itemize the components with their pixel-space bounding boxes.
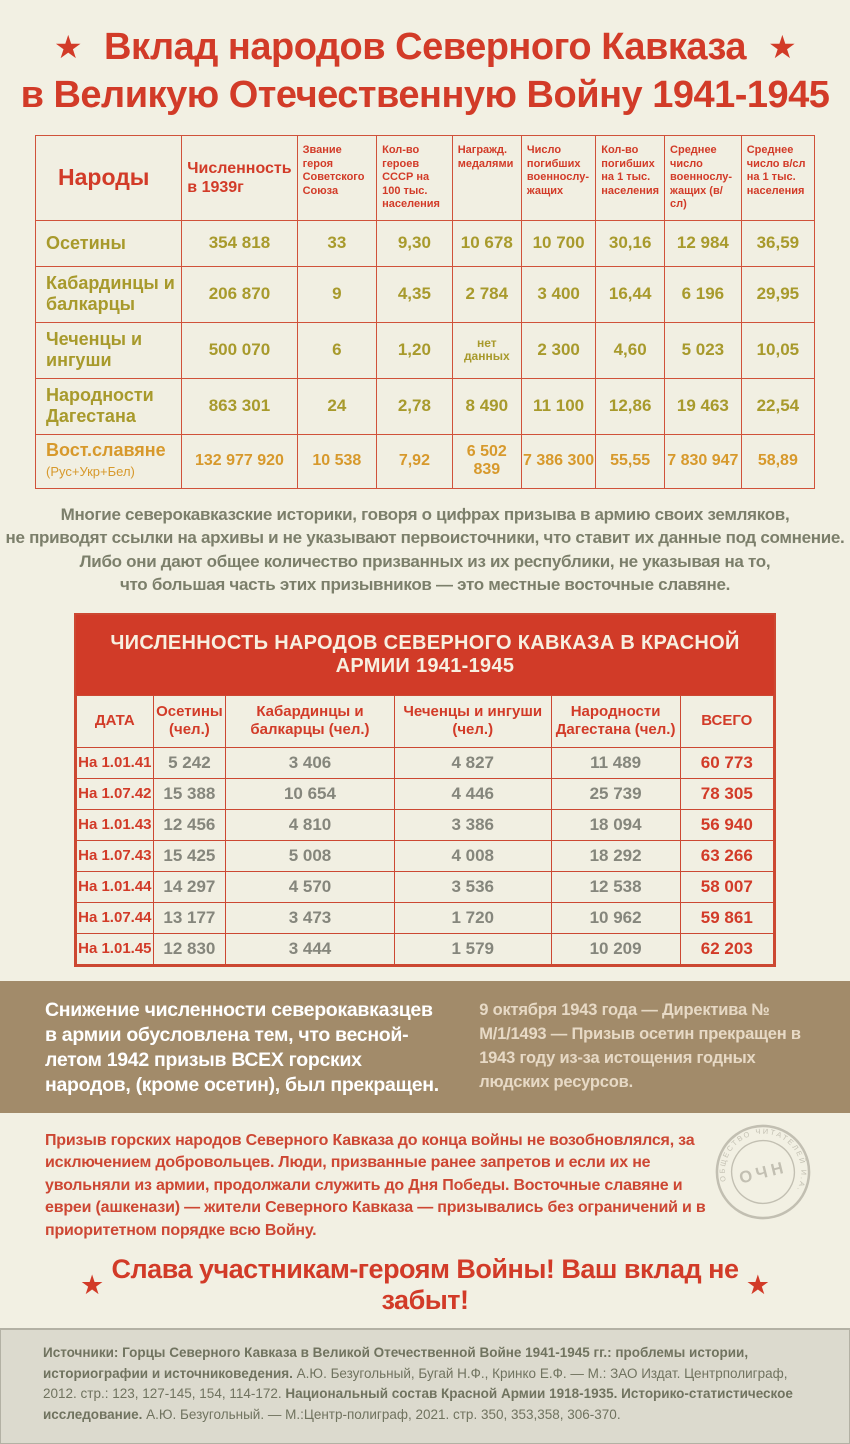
conscription-note-text: Призыв горских народов Северного Кавказа до конца войны не возобновлялся, за исключением добровольцев. Люди, призванные ранее запретов и если их не увольняли из армии, продолжали служить до Дня Победы. Восточные славяне и евреи (ашкенази) — жители Северного Кавказа — призывались без ограничений и в приоритетном порядке всю Войну. <box>45 1131 706 1239</box>
value-cell: 22,54 <box>741 378 814 434</box>
value-cell: 12 830 <box>153 933 225 964</box>
table-row <box>36 322 815 378</box>
red-army-table-header <box>77 695 774 747</box>
column-header: ДАТА <box>77 695 154 747</box>
value-cell: 1,20 <box>377 322 453 378</box>
value-cell: 863 301 <box>182 378 297 434</box>
stamp-center-text: ОЧН <box>737 1156 789 1187</box>
ochn-stamp-seal <box>704 1112 823 1231</box>
peoples-table-header <box>36 136 815 221</box>
value-cell: 3 536 <box>394 871 551 902</box>
table-row <box>77 778 774 809</box>
column-header: ВСЕГО <box>680 695 773 747</box>
peoples-contribution-table <box>35 135 815 489</box>
value-cell: 5 242 <box>153 747 225 778</box>
table-row <box>36 266 815 322</box>
table-row <box>77 902 774 933</box>
value-cell: 132 977 920 <box>182 434 297 488</box>
title-line-1: Вклад народов Северного Кавказа <box>104 26 746 68</box>
total-cell: 60 773 <box>680 747 773 778</box>
stamp-rim-text: ОБЩЕСТВО ЧИТАТЕЛЕЙ И.А. <box>717 1126 809 1194</box>
value-cell: 11 489 <box>551 747 680 778</box>
column-header: Осетины (чел.) <box>153 695 225 747</box>
value-cell: 7 386 300 <box>521 434 595 488</box>
value-cell: нет данных <box>452 322 521 378</box>
source-segment: А.Ю. Безугольный. — М.:Центр-полиграф, 2021. стр. 350, 353,358, 306-370. <box>142 1406 621 1422</box>
value-cell: 7 830 947 <box>665 434 742 488</box>
column-header: Кол-во героев СССР на 100 тыс. населения <box>377 136 453 221</box>
value-cell: 3 406 <box>226 747 395 778</box>
value-cell: 6 196 <box>665 266 742 322</box>
table-row <box>36 378 815 434</box>
value-cell: 13 177 <box>153 902 225 933</box>
value-cell: 9 <box>297 266 377 322</box>
value-cell: 14 297 <box>153 871 225 902</box>
people-name-cell: Осетины <box>36 220 182 266</box>
value-cell: 18 292 <box>551 840 680 871</box>
table-row <box>77 809 774 840</box>
red-army-table-banner: ЧИСЛЕННОСТЬ НАРОДОВ СЕВЕРНОГО КАВКАЗА В КРАСНОЙ АРМИИ 1941-1945 <box>76 615 774 695</box>
value-cell: 4 827 <box>394 747 551 778</box>
date-cell: На 1.07.42 <box>77 778 154 809</box>
commentary-line: не приводят ссылки на архивы и не указывают первоисточники, что ставит их данные под сомнение. <box>5 528 845 547</box>
table-row <box>77 747 774 778</box>
people-name-cell: Вост.славяне (Рус+Укр+Бел) <box>36 434 182 488</box>
date-cell: На 1.07.44 <box>77 902 154 933</box>
value-cell: 9,30 <box>377 220 453 266</box>
people-name-cell: Кабардинцы и балкарцы <box>36 266 182 322</box>
value-cell: 58,89 <box>741 434 814 488</box>
column-header: Среднее число военнослу-жащих (в/сл) <box>665 136 742 221</box>
date-cell: На 1.07.43 <box>77 840 154 871</box>
value-cell: 12 538 <box>551 871 680 902</box>
value-cell: 206 870 <box>182 266 297 322</box>
star-icon: ★ <box>745 1269 770 1300</box>
value-cell: 4 008 <box>394 840 551 871</box>
column-header: Звание героя Советского Союза <box>297 136 377 221</box>
value-cell: 2 784 <box>452 266 521 322</box>
value-cell: 354 818 <box>182 220 297 266</box>
people-name-cell: Чеченцы и ингуши <box>36 322 182 378</box>
date-cell: На 1.01.45 <box>77 933 154 964</box>
value-cell: 5 008 <box>226 840 395 871</box>
glory-slogan <box>0 1246 850 1328</box>
value-cell: 500 070 <box>182 322 297 378</box>
commentary-line: Либо они дают общее количество призванных из их республики, не указывая на то, <box>79 551 771 571</box>
source-segment: Национальный состав Красной Армии 1918-1935. Историко-статистическое исследование. <box>43 1386 793 1422</box>
column-header: Число погибших военнослу-жащих <box>521 136 595 221</box>
column-header: Кол-во погибших на 1 тыс. населения <box>596 136 665 221</box>
decline-explanation-band <box>0 981 850 1113</box>
date-cell: На 1.01.43 <box>77 809 154 840</box>
value-cell: 10 700 <box>521 220 595 266</box>
red-army-numbers-block <box>74 613 776 967</box>
value-cell: 6 502 839 <box>452 434 521 488</box>
value-cell: 10 962 <box>551 902 680 933</box>
column-header: Кабардинцы и балкарцы (чел.) <box>226 695 395 747</box>
value-cell: 1 579 <box>394 933 551 964</box>
value-cell: 12 456 <box>153 809 225 840</box>
sources-footer <box>0 1328 850 1444</box>
value-cell: 25 739 <box>551 778 680 809</box>
table-row <box>77 840 774 871</box>
commentary-line: Многие северокавказские историки, говоря о цифрах призыва в армию своих земляков, <box>60 504 790 524</box>
value-cell: 16,44 <box>596 266 665 322</box>
band-right-text: 9 октября 1943 года — Директива № М/1/1493 — Призыв осетин прекращен в 1943 году из-за истощения годных людских ресурсов. <box>479 1000 801 1091</box>
source-segment: А.Ю. Безугольный, Бугай Н.Ф., Кринко Е.Ф. — М.: ЗАО Издат. Центрполиграф, 2012. стр.: 123, 127-145, 154, 114-172. <box>43 1365 788 1401</box>
value-cell: 10,05 <box>741 322 814 378</box>
value-cell: 10 678 <box>452 220 521 266</box>
value-cell: 4 570 <box>226 871 395 902</box>
total-cell: 58 007 <box>680 871 773 902</box>
people-name-note: (Рус+Укр+Бел) <box>46 464 135 479</box>
band-left-text: Снижение численности северокавказцев в армии обусловлена тем, что весной-летом 1942 призыв ВСЕХ горских народов, (кроме осетин), был прекращен. <box>45 998 439 1096</box>
value-cell: 29,95 <box>741 266 814 322</box>
value-cell: 3 386 <box>394 809 551 840</box>
total-cell: 62 203 <box>680 933 773 964</box>
value-cell: 10 538 <box>297 434 377 488</box>
value-cell: 4,35 <box>377 266 453 322</box>
total-cell: 59 861 <box>680 902 773 933</box>
column-header: Награжд. медалями <box>452 136 521 221</box>
value-cell: 24 <box>297 378 377 434</box>
value-cell: 15 425 <box>153 840 225 871</box>
value-cell: 6 <box>297 322 377 378</box>
value-cell: 11 100 <box>521 378 595 434</box>
value-cell: 12,86 <box>596 378 665 434</box>
star-icon: ★ <box>767 29 797 65</box>
conscription-note-block <box>0 1113 850 1247</box>
value-cell: 15 388 <box>153 778 225 809</box>
red-army-numbers-table <box>76 695 774 965</box>
value-cell: 2 300 <box>521 322 595 378</box>
column-header: Народы <box>36 136 182 221</box>
total-cell: 56 940 <box>680 809 773 840</box>
commentary-line: что большая часть этих призывников — это местные восточные славяне. <box>119 575 731 594</box>
date-cell: На 1.01.41 <box>77 747 154 778</box>
value-cell: 18 094 <box>551 809 680 840</box>
value-cell: 3 400 <box>521 266 595 322</box>
column-header: Среднее число в/сл на 1 тыс. населения <box>741 136 814 221</box>
table-row <box>77 871 774 902</box>
value-cell: 7,92 <box>377 434 453 488</box>
value-cell: 19 463 <box>665 378 742 434</box>
star-icon: ★ <box>80 1269 105 1300</box>
column-header: Народности Дагестана (чел.) <box>551 695 680 747</box>
historians-commentary <box>0 503 850 597</box>
source-segment: Источники: Горцы Северного Кавказа в Великой Отечественной Войне 1941-1945 гг.: проблемы истории, историографии и источниковедения. <box>43 1345 749 1381</box>
table-row <box>77 933 774 964</box>
column-header: Чеченцы и ингуши (чел.) <box>394 695 551 747</box>
column-header: Численность в 1939г <box>182 136 297 221</box>
value-cell: 8 490 <box>452 378 521 434</box>
table-row <box>36 220 815 266</box>
date-cell: На 1.01.44 <box>77 871 154 902</box>
value-cell: 10 654 <box>226 778 395 809</box>
poster-title <box>0 0 850 119</box>
value-cell: 12 984 <box>665 220 742 266</box>
table-row <box>36 434 815 488</box>
total-cell: 63 266 <box>680 840 773 871</box>
value-cell: 1 720 <box>394 902 551 933</box>
value-cell: 3 444 <box>226 933 395 964</box>
value-cell: 10 209 <box>551 933 680 964</box>
value-cell: 2,78 <box>377 378 453 434</box>
title-line-2: в Великую Отечественную Войну 1941-1945 <box>20 74 830 116</box>
value-cell: 4,60 <box>596 322 665 378</box>
value-cell: 33 <box>297 220 377 266</box>
value-cell: 30,16 <box>596 220 665 266</box>
value-cell: 3 473 <box>226 902 395 933</box>
value-cell: 5 023 <box>665 322 742 378</box>
people-name-cell: Народности Дагестана <box>36 378 182 434</box>
value-cell: 55,55 <box>596 434 665 488</box>
total-cell: 78 305 <box>680 778 773 809</box>
star-icon: ★ <box>53 29 83 65</box>
value-cell: 4 810 <box>226 809 395 840</box>
slogan-text: Слава участникам-героям Войны! Ваш вклад не забыт! <box>111 1254 739 1315</box>
value-cell: 36,59 <box>741 220 814 266</box>
value-cell: 4 446 <box>394 778 551 809</box>
